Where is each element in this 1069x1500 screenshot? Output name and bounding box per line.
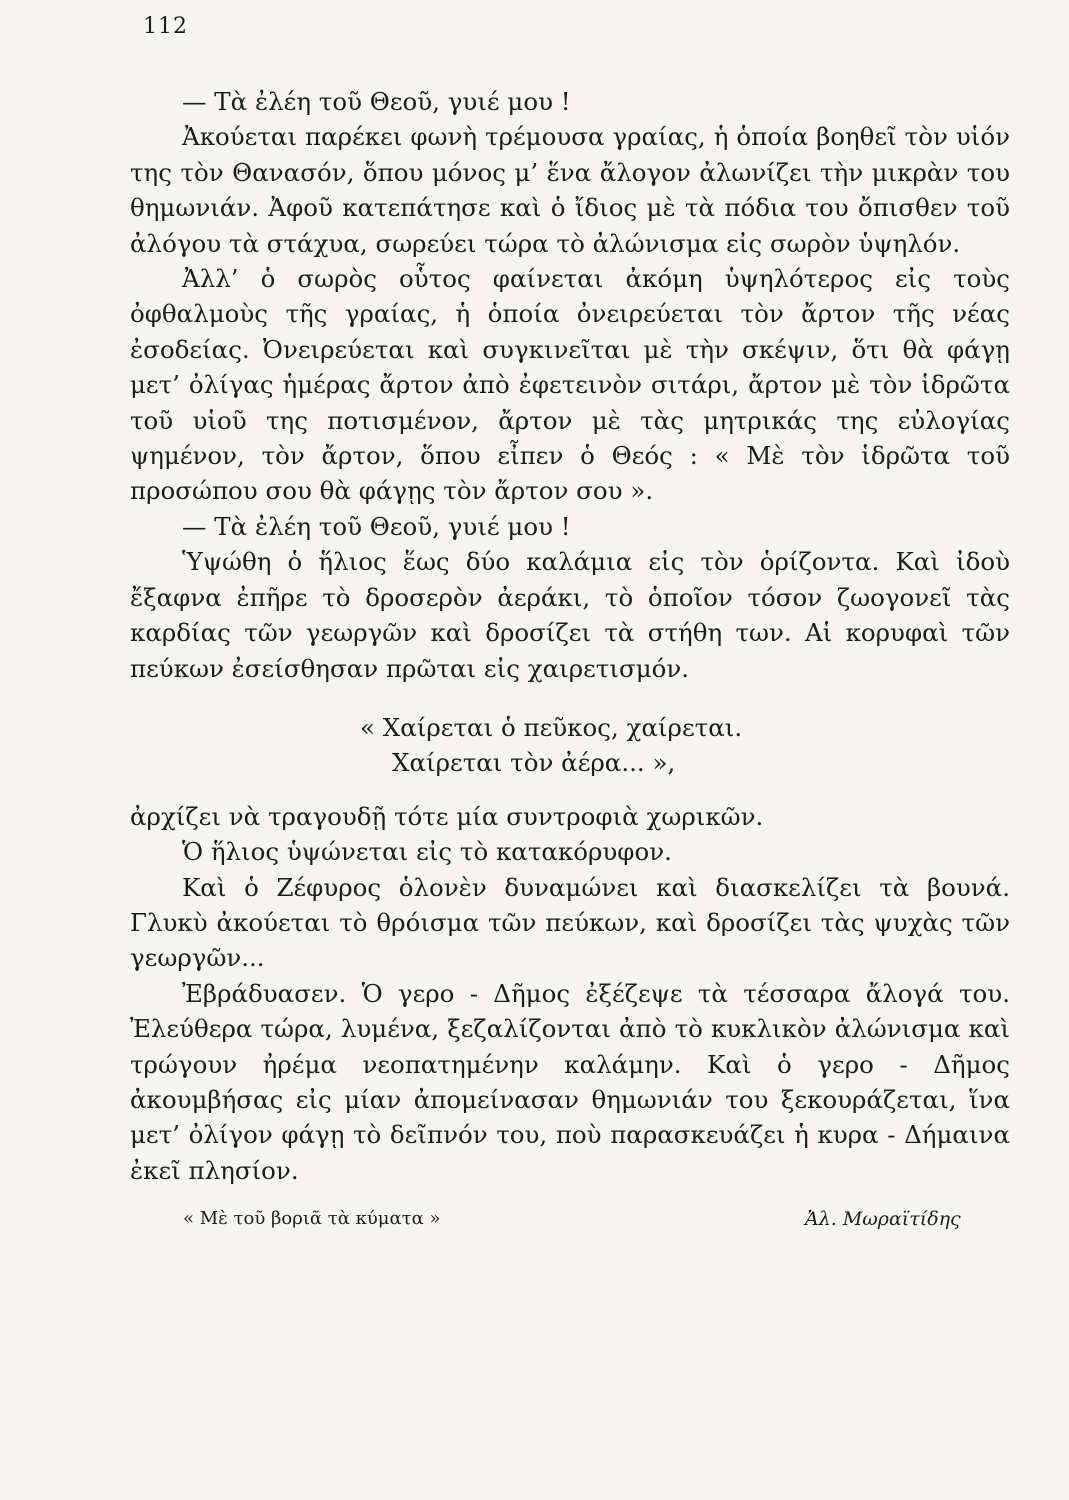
- verse-line-1: « Χαίρεται ὁ πεῦκος, χαίρεται.: [360, 712, 743, 742]
- body-text: [130, 84, 1010, 1188]
- paragraph-1: — Τὰ ἐλέη τοῦ Θεοῦ, γυιέ μου !: [182, 87, 571, 116]
- paragraph-7: Καὶ ὁ Ζέφυρος ὁλονὲν δυναμώνει καὶ διασκελίζει τὰ βουνά. Γλυκὺ ἀκούεται τὸ θρόισμα τῶν πεύκων, καὶ δροσίζει τὰς ψυχὰς τῶν γεωργῶν...: [130, 872, 1010, 973]
- author-name: Ἀλ. Μωραϊτίδης: [805, 1208, 961, 1230]
- paragraph-4: — Τὰ ἐλέη τοῦ Θεοῦ, γυιέ μου !: [182, 511, 571, 541]
- paragraph-3: Ἀλλ’ ὁ σωρὸς οὗτος φαίνεται ἀκόμη ὑψηλότερος εἰς τοὺς ὀφθαλμοὺς τῆς γραίας, ἡ ὁποία ὀνειρεύεται τὸν ἄρτον τῆς νέας ἐσοδείας. Ὀνειρεύεται καὶ συγκινεῖται μὲ τὴν σκέψιν, ὅτι θὰ φάγῃ μετ’ ὀλίγας ἡμέρας ἄρτον ἀπὸ ἐφετεινὸν σιτάρι, ἄρτον μὲ τὸν ἱδρῶτα τοῦ υἱοῦ της ποτισμένον, ἄρτον μὲ τὰς μητρικάς της εὐλογίας ψημένον, τὸν ἄρτον, ὅπου εἶπεν ὁ Θεός : « Μὲ τὸν ἱδρῶτα τοῦ προσώπου σου θὰ φάγῃς τὸν ἄρτον σου ».: [130, 264, 1010, 506]
- page-number: 112: [143, 14, 188, 39]
- verse-line-2: Χαίρεται τὸν ἀέρα... »,: [392, 748, 676, 778]
- song-verse: [130, 710, 1010, 781]
- paragraph-5: Ὑψώθη ὁ ἥλιος ἕως δύο καλάμια εἰς τὸν ὁρίζοντα. Καὶ ἰδοὺ ἔξαφνα ἐπῆρε τὸ δροσερὸν ἀεράκι, τὸ ὁποῖον τόσον ζωογονεῖ τὰς καρδίας τῶν γεωργῶν καὶ δροσίζει τὰ στήθη των. Αἱ κορυφαὶ τῶν πεύκων ἐσείσθησαν πρῶται εἰς χαιρετισμόν.: [130, 547, 1010, 683]
- source-title: « Μὲ τοῦ βοριᾶ τὰ κύματα »: [183, 1208, 441, 1229]
- paragraph-6: Ὁ ἥλιος ὑψώνεται εἰς τὸ κατακόρυφον.: [182, 837, 672, 867]
- paragraph-2: Ἀκούεται παρέκει φωνὴ τρέμουσα γραίας, ἡ ὁποία βοηθεῖ τὸν υἱόν της τὸν Θανασόν, ὅπου μόνος μ’ ἕνα ἄλογον ἀλωνίζει τὴν μικρὰν του θημωνιάν. Ἀφοῦ κατεπάτησε καὶ ὁ ἴδιος μὲ τὰ πόδια του ὄπισθεν τοῦ ἀλόγου τὰ στάχυα, σωρεύει τώρα τὸ ἀλώνισμα εἰς σωρὸν ὑψηλόν.: [130, 122, 1010, 258]
- paragraph-after-verse: ἀρχίζει νὰ τραγουδῇ τότε μία συντροφιὰ χωρικῶν.: [130, 801, 764, 831]
- paragraph-8: Ἐβράδυασεν. Ὁ γερο - Δῆμος ἐξέζεψε τὰ τέσσαρα ἄλογά του. Ἐλεύθερα τώρα, λυμένα, ξεζαλίζονται ἀπὸ τὸ κυκλικὸν ἀλώνισμα καὶ τρώγουν ἠρέμα νεοπατημένην καλάμην. Καὶ ὁ γερο - Δῆμος ἀκουμβήσας εἰς μίαν ἀπομείνασαν θημωνιάν του ξεκουράζεται, ἵνα μετ’ ὀλίγον φάγῃ τὸ δεῖπνόν του, ποὺ παρασκευάζει ἡ κυρα - Δήμαινα ἐκεῖ πλησίον.: [130, 978, 1010, 1185]
